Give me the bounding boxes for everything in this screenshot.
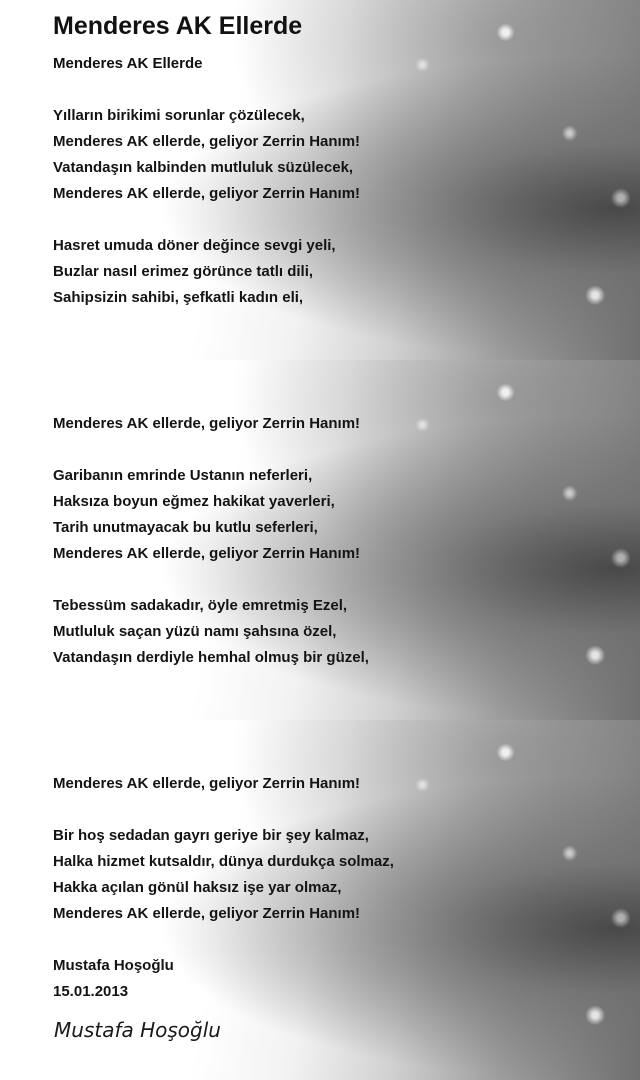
poem-card-2 [0, 360, 640, 720]
poem-line: Tebessüm sadakadır, öyle emretmiş Ezel, [53, 597, 348, 614]
poem-line: Halka hizmet kutsaldır, dünya durdukça solmaz, [53, 853, 394, 870]
poem-line: Menderes AK ellerde, geliyor Zerrin Hanım! [53, 185, 361, 202]
poem-line: Vatandaşın derdiyle hemhal olmuş bir güzel, [53, 649, 369, 666]
stanza-3 [53, 411, 360, 437]
poem-line: Vatandaşın kalbinden mutluluk süzülecek, [53, 159, 354, 176]
author-name: Mustafa Hoşoğlu [53, 957, 174, 974]
poem-line: Mutluluk saçan yüzü namı şahsına özel, [53, 623, 337, 640]
poem-line: Menderes AK ellerde, geliyor Zerrin Hanım! [53, 775, 361, 792]
poem-line: Sahipsizin sahibi, şefkatli kadın eli, [53, 289, 304, 306]
poem-line: Hasret umuda döner değince sevgi yeli, [53, 237, 336, 254]
poem-line: Tarih unutmayacak bu kutlu seferleri, [53, 519, 318, 536]
poem-line: Bir hoş sedadan gayrı geriye bir şey kalmaz, [53, 827, 369, 844]
poem-subtitle: Menderes AK Ellerde [53, 55, 203, 72]
poem-card-1 [0, 0, 640, 360]
poem-line: Menderes AK ellerde, geliyor Zerrin Hanım! [53, 133, 361, 150]
stanza-1 [53, 103, 360, 207]
poem-line: Menderes AK ellerde, geliyor Zerrin Hanım! [53, 905, 361, 922]
poem-line: Yılların birikimi sorunlar çözülecek, [53, 107, 305, 124]
poem-line: Haksıza boyun eğmez hakikat yaverleri, [53, 493, 335, 510]
poem-card-3 [0, 720, 640, 1080]
poem-line: Menderes AK ellerde, geliyor Zerrin Hanım! [53, 415, 361, 432]
stanza-7 [53, 823, 394, 927]
stanza-4 [53, 463, 360, 567]
poem-line: Hakka açılan gönül haksız işe yar olmaz, [53, 879, 342, 896]
poem-line: Garibanın emrinde Ustanın neferleri, [53, 467, 313, 484]
stanza-5 [53, 593, 369, 671]
stanza-2 [53, 233, 336, 311]
stanza-6 [53, 771, 360, 797]
poem-date: 15.01.2013 [53, 983, 129, 1000]
author-signature: Mustafa Hoşoğlu [54, 1018, 221, 1042]
poem-line: Buzlar nasıl erimez görünce tatlı dili, [53, 263, 314, 280]
author-block [53, 953, 174, 1005]
poem-line: Menderes AK ellerde, geliyor Zerrin Hanım! [53, 545, 361, 562]
poem-title: Menderes AK Ellerde [53, 12, 303, 40]
